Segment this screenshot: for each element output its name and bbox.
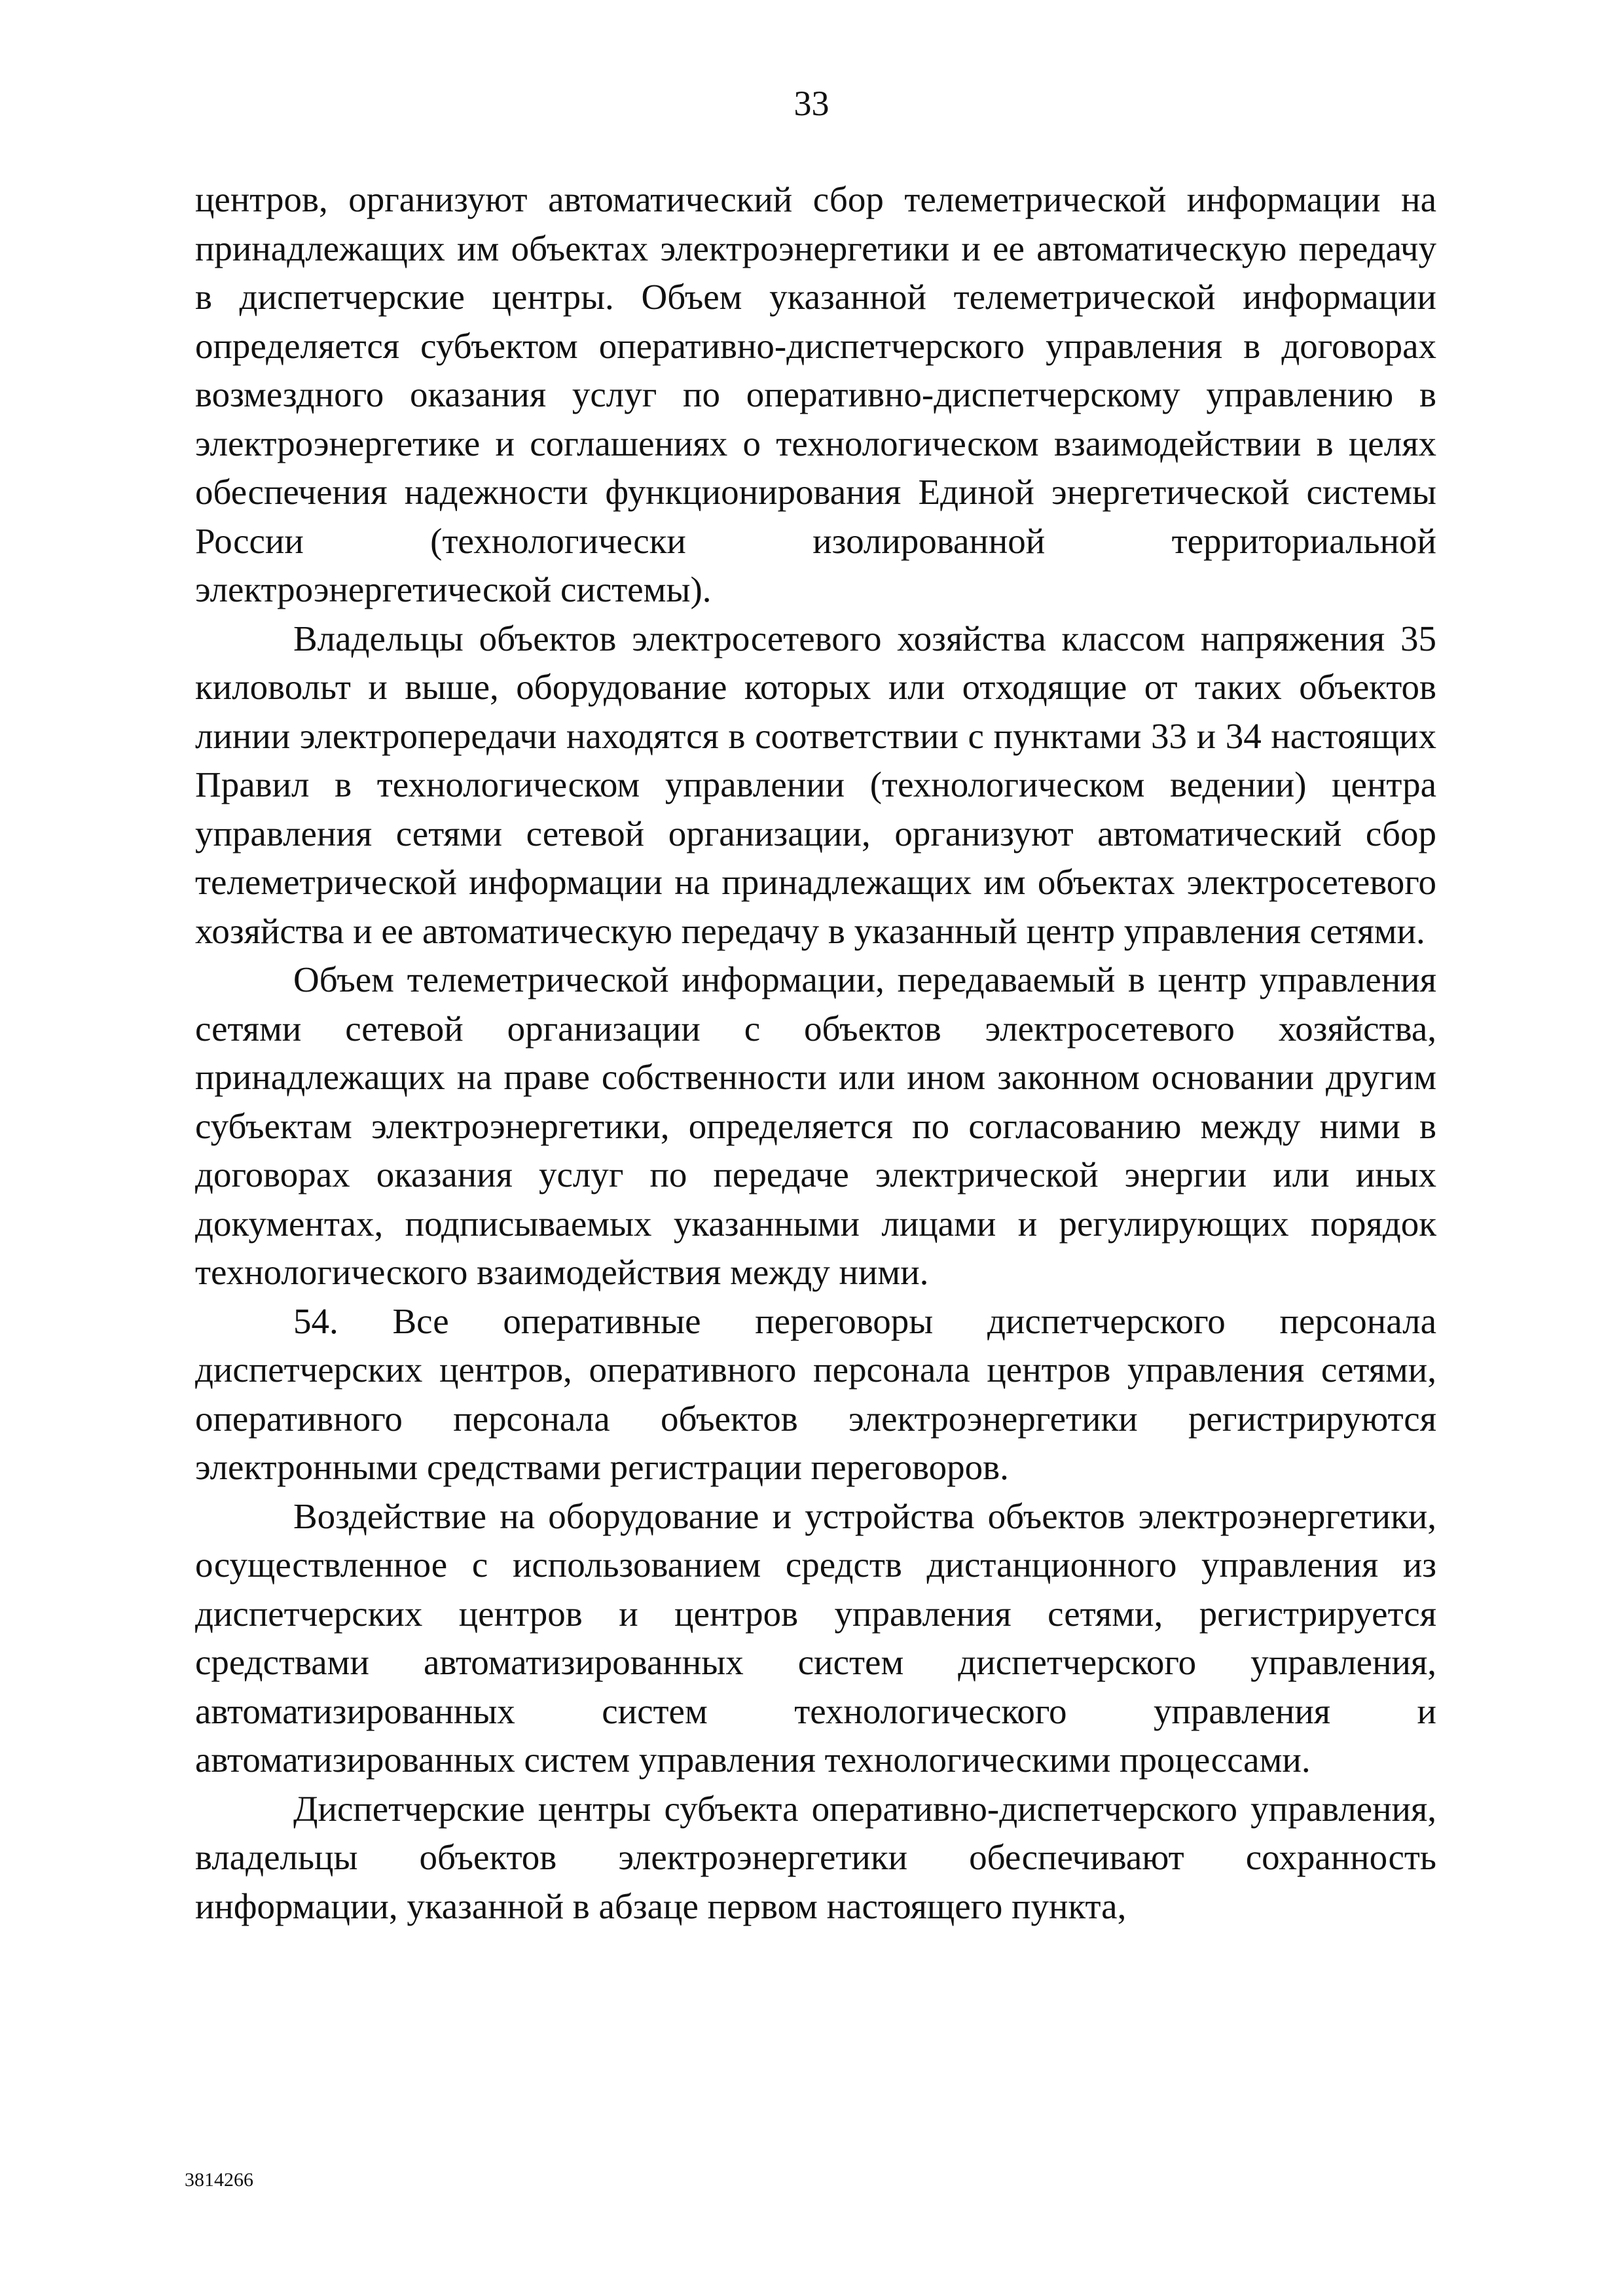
paragraph-continuation: центров, организуют автоматический сбор телеметрической информации на принадлежащих им объектах электроэнергетики и ее автоматическую передачу в диспетчерские центры. Объем указанной телеметрической информации определяется субъектом оперативно-диспетчерского управления в договорах возмездного оказания услуг по оперативно-диспетчерскому управлению в электроэнергетике и соглашениях о технологическом взаимодействии в целях обеспечения надежности функционирования Единой энергетической системы России (технологически изолированной территориальной электроэнергетической системы). <box>195 179 1436 609</box>
paragraph-grid-owners: Владельцы объектов электросетевого хозяйства классом напряжения 35 киловольт и выше, оборудование которых или отходящие от таких объектов линии электропередачи находятся в соответствии с пунктами 33 и 34 настоящих Правил в технологическом управлении (технологическом ведении) центра управления сетями сетевой организации, организуют автоматический сбор телеметрической информации на принадлежащих им объектах электросетевого хозяйства и ее автоматическую передачу в указанный центр управления сетями. <box>195 618 1436 951</box>
page-number: 33 <box>793 84 830 123</box>
paragraph-dispatch-centers: Диспетчерские центры субъекта оперативно-диспетчерского управления, владельцы объектов электроэнергетики обеспечивают сохранность информации, указанной в абзаце первом настоящего пункта, <box>195 1788 1436 1926</box>
paragraph-remote-control: Воздействие на оборудование и устройства объектов электроэнергетики, осуществленное с использованием средств дистанционного управления из диспетчерских центров и центров управления сетями, регистрируется средствами автоматизированных систем диспетчерского управления, автоматизированных систем технологического управления и автоматизированных систем управления технологическими процессами. <box>195 1496 1436 1780</box>
document-code: 3814266 <box>185 2169 253 2191</box>
document-body <box>195 175 1436 1931</box>
paragraph-item-54: 54. Все оперативные переговоры диспетчерского персонала диспетчерских центров, оперативного персонала центров управления сетями, оперативного персонала объектов электроэнергетики регистрируются электронными средствами регистрации переговоров. <box>195 1300 1436 1487</box>
paragraph-telemetry-volume: Объем телеметрической информации, передаваемый в центр управления сетями сетевой организации с объектов электросетевого хозяйства, принадлежащих на праве собственности или ином законном основании другим субъектам электроэнергетики, определяется по согласованию между ними в договорах оказания услуг по передаче электрической энергии или иных документах, подписываемых указанными лицами и регулирующих порядок технологического взаимодействия между ними. <box>195 960 1436 1292</box>
